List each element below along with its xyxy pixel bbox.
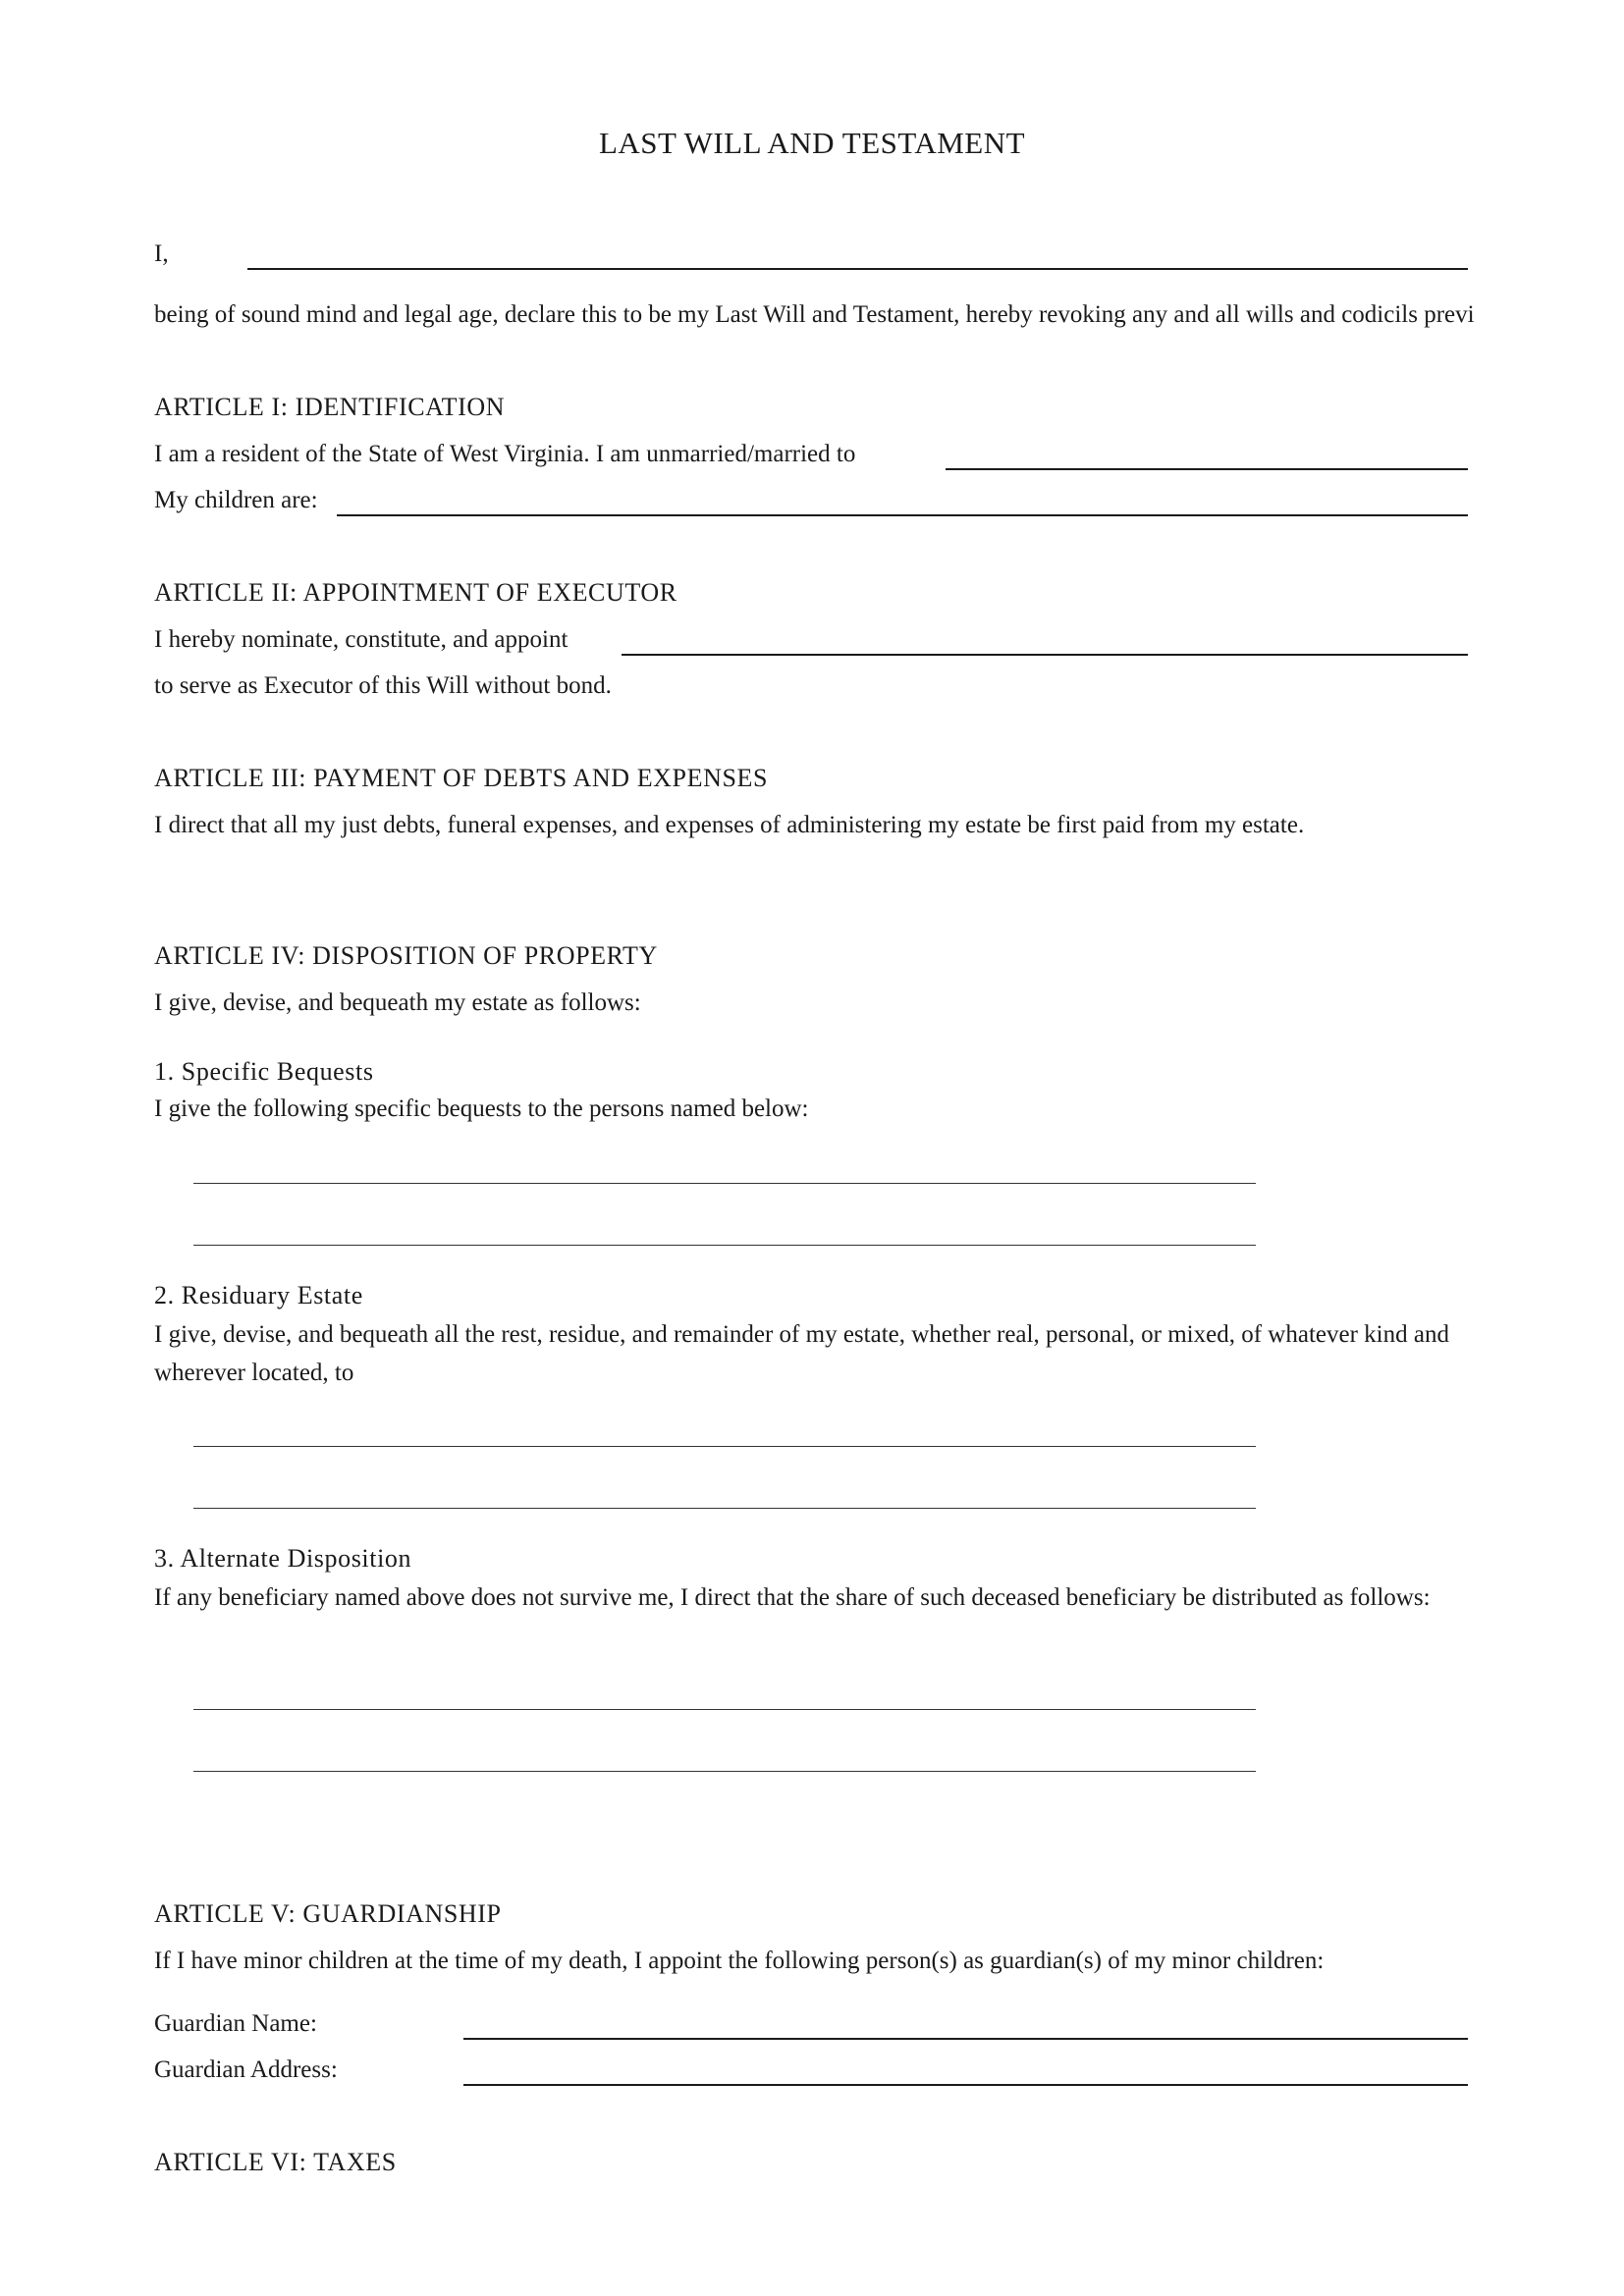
alternate-beneficiary-line-1[interactable]: [193, 1709, 1256, 1710]
specific-bequest-line-2[interactable]: [193, 1245, 1256, 1246]
guardian-name-label: Guardian Name:: [154, 2010, 317, 2037]
alternate-disposition-text: If any beneficiary named above does not survive me, I direct that the share of such deceased beneficiary be distributed as follows:: [154, 1584, 1431, 1611]
testator-label: I,: [154, 240, 169, 267]
article-1-heading: ARTICLE I: IDENTIFICATION: [154, 393, 506, 421]
article-4-heading: ARTICLE IV: DISPOSITION OF PROPERTY: [154, 941, 658, 970]
specific-bequest-line-1[interactable]: [193, 1183, 1256, 1184]
article-5-heading: ARTICLE V: GUARDIANSHIP: [154, 1899, 502, 1928]
nominate-text: I hereby nominate, constitute, and appoint: [154, 626, 568, 653]
spouse-name-line[interactable]: [946, 468, 1468, 470]
residuary-beneficiary-line-2[interactable]: [193, 1508, 1256, 1509]
article-2-heading: ARTICLE II: APPOINTMENT OF EXECUTOR: [154, 578, 677, 607]
children-label: My children are:: [154, 487, 318, 513]
specific-bequests-text: I give the following specific bequests to the persons named below:: [154, 1095, 809, 1122]
guardianship-text: If I have minor children at the time of my death, I appoint the following person(s) as guardian(s) of my minor children:: [154, 1948, 1325, 1974]
residuary-beneficiary-line-1[interactable]: [193, 1446, 1256, 1447]
debts-text: I direct that all my just debts, funeral expenses, and expenses of administering my estate be first paid from my estate.: [154, 812, 1305, 838]
disposition-intro-text: I give, devise, and bequeath my estate as follows:: [154, 989, 641, 1016]
guardian-name-line[interactable]: [463, 2038, 1468, 2040]
alternate-disposition-heading: 3. Alternate Disposition: [154, 1544, 412, 1573]
declaration-text: being of sound mind and legal age, declare this to be my Last Will and Testament, hereby revoking any and all wills and codicils previ: [154, 301, 1475, 328]
guardian-address-line[interactable]: [463, 2084, 1468, 2086]
executor-serve-text: to serve as Executor of this Will without bond.: [154, 672, 612, 699]
children-names-line[interactable]: [337, 514, 1468, 516]
specific-bequests-heading: 1. Specific Bequests: [154, 1057, 374, 1086]
residence-text: I am a resident of the State of West Virginia. I am unmarried/married to: [154, 441, 856, 467]
alternate-beneficiary-line-2[interactable]: [193, 1771, 1256, 1772]
article-3-heading: ARTICLE III: PAYMENT OF DEBTS AND EXPENSES: [154, 764, 769, 792]
guardian-address-label: Guardian Address:: [154, 2056, 338, 2083]
executor-name-line[interactable]: [622, 654, 1468, 656]
testator-name-line[interactable]: [247, 268, 1468, 270]
document-title: LAST WILL AND TESTAMENT: [598, 126, 1026, 160]
residuary-estate-text: I give, devise, and bequeath all the rest, residue, and remainder of my estate, whether real, personal, or mixed, of whatever kind and wherever located, to: [154, 1321, 1449, 1386]
article-6-heading: ARTICLE VI: TAXES: [154, 2148, 397, 2176]
residuary-estate-heading: 2. Residuary Estate: [154, 1281, 363, 1309]
